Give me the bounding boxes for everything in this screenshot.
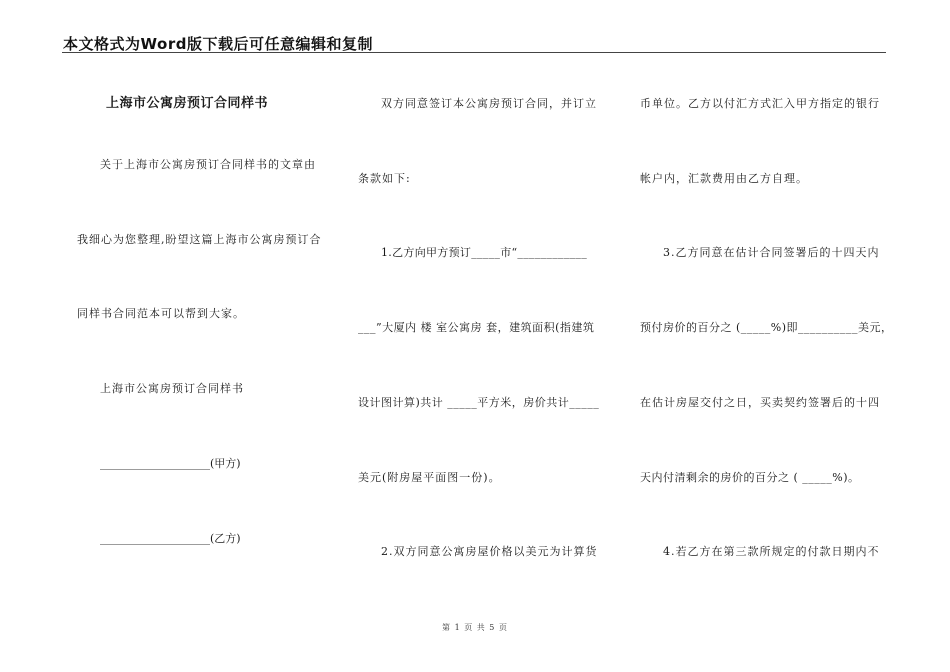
party-b-line: ____________________(乙方) bbox=[100, 532, 241, 545]
header-divider bbox=[62, 52, 886, 53]
page-number: 第 1 页 共 5 页 bbox=[442, 623, 508, 632]
body-line-1: 双方同意签订本公寓房预订合同，并订立 bbox=[381, 97, 597, 110]
intro-line-2: 我细心为您整理,盼望这篇上海市公寓房预订合 bbox=[77, 233, 322, 246]
document-title: 上海市公寓房预订合同样书 bbox=[106, 96, 269, 111]
body-line-2: 条款如下: bbox=[358, 172, 411, 185]
clause-3-line-3: 在估计房屋交付之日，买卖契约签署后的十四 bbox=[640, 396, 880, 409]
clause-3-line-1: 3.乙方同意在估计合同签署后的十四天内 bbox=[663, 246, 880, 259]
clause-1-line-3: 设计图计算)共计 _____平方米，房价共计_____ bbox=[358, 396, 600, 409]
clause-2-line-1: 2.双方同意公寓房屋价格以美元为计算货 bbox=[381, 545, 598, 558]
clause-1-line-1: 1.乙方向甲方预订_____市“____________ bbox=[381, 246, 588, 259]
party-a-line: ____________________(甲方) bbox=[100, 457, 241, 470]
clause-4-line-1: 4.若乙方在第三款所规定的付款日期内不 bbox=[663, 545, 880, 558]
intro-line-1: 关于上海市公寓房预订合同样书的文章由 bbox=[100, 158, 316, 171]
clause-2-line-2: 币单位。乙方以付汇方式汇入甲方指定的银行 bbox=[640, 97, 880, 110]
clause-1-line-4: 美元(附房屋平面图一份)。 bbox=[358, 471, 501, 484]
clause-2-line-3: 帐户内，汇款费用由乙方自理。 bbox=[640, 172, 808, 185]
clause-1-line-2: ___”大厦内 楼 室公寓房 套，建筑面积(指建筑 bbox=[358, 321, 595, 334]
contract-heading: 上海市公寓房预订合同样书 bbox=[100, 382, 244, 395]
document-banner: 本文格式为Word版下载后可任意编辑和复制 bbox=[63, 35, 373, 53]
clause-3-line-4: 天内付清剩余的房价的百分之 ( _____%)。 bbox=[640, 471, 860, 484]
clause-3-line-2: 预付房价的百分之 (_____%)即__________美元， bbox=[640, 321, 893, 334]
intro-line-3: 同样书合同范本可以帮到大家。 bbox=[77, 307, 245, 320]
